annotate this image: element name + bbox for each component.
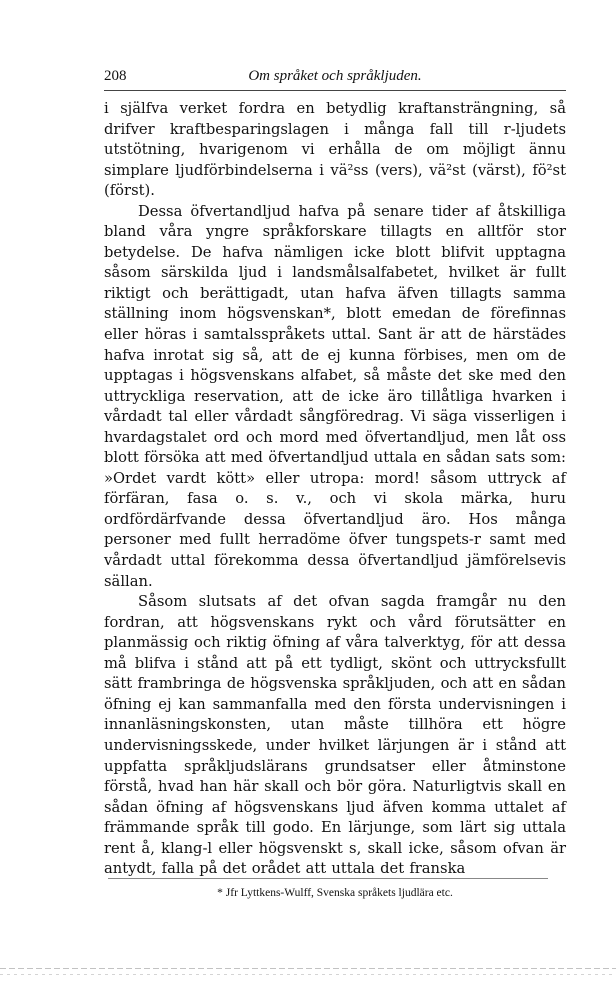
footnote-rule [108,878,548,879]
header-rule [104,90,566,91]
scan-edge-line [0,968,616,969]
paragraph-conclusion: Såsom slutsats af det ofvan sagda framgår nu den fordran, att högsvenskans rykt och vård förutsätter en planmässig och riktig öfning af våra talverktyg, för att dessa må blifva i stånd att på ett tydligt, skönt och uttrycksfullt sätt frambringa de högsvenska språkljuden, och att en sådan öfning ej kan sammanfalla med den första undervisningen i innanläsningskonsten, utan måste tillhöra ett högre undervisningsskede, under hvilket lärjungen är i stånd att uppfatta språkljudslärans grundsatser eller åtminstone förstå, hvad han här skall och bör göra. Naturligtvis skall en sådan öfning af högsvenskans ljud äfven komma uttalet af främmande språk till godo. En lärjunge, som lärt sig uttala rent å, klang-l eller högsvenskt s, skall icke, såsom ofvan är antydt, falla på det orådet att uttala det franska [104,593,566,878]
running-title: Om språket och språkljuden. [248,68,422,84]
paragraph-overtandljud: Dessa öfvertandljud hafva på senare tider af åtskilliga bland våra yngre språkforskare tillagts en alltför stor betydelse. De hafva nämligen icke blott blifvit upptagna såsom särskilda ljud i landsmålsalfabetet, hvilket är fullt riktigt och berättigadt, utan hafva äfven tillagts samma ställning inom högsvenskan*, blott emedan de förefinnas eller höras i samtalsspråkets uttal. Sant är att de härstädes hafva inrotat sig så, att de ej kunna förbises, men om de upptagas i högsvenskans alfabet, så måste det ske med den uttryckliga reservation, att de icke äro tillåtliga hvarken i vårdadt tal eller vårdadt sångföredrag. Vi säga visserligen i hvardagstalet ord och mord med öfvertandljud, men låt oss blott försöka att med öfvertandljud uttala en sådan sats som: »Ordet vardt kött» eller utropa: mord! såsom uttryck af förfäran, fasa o. s. v., och vi skola märka, huru ordfördärfvande dessa öfvertandljud äro. Hos många personer med fullt herradöme öfver tungspets-r samt med vårdadt uttal förekomma dessa öfvertandljud jämförelsevis sällan. [104,202,566,590]
page-header [104,68,566,88]
page-number: 208 [104,68,127,84]
paragraph-continuation: i själfva verket fordra en betydlig kraftansträngning, så drifver kraftbesparingslagen i många fall till r-ljudets utstötning, hvarigenom vi erhålla de om möjligt ännu simplare ljudförbindelserna i vä²ss (vers), vä²st (värst), fö²st (först). [104,100,566,200]
scan-edge-line-2 [0,974,616,975]
footnote: * Jfr Lyttkens-Wulff, Svenska språkets ljudlära etc. [217,887,453,899]
body-text [104,99,566,880]
